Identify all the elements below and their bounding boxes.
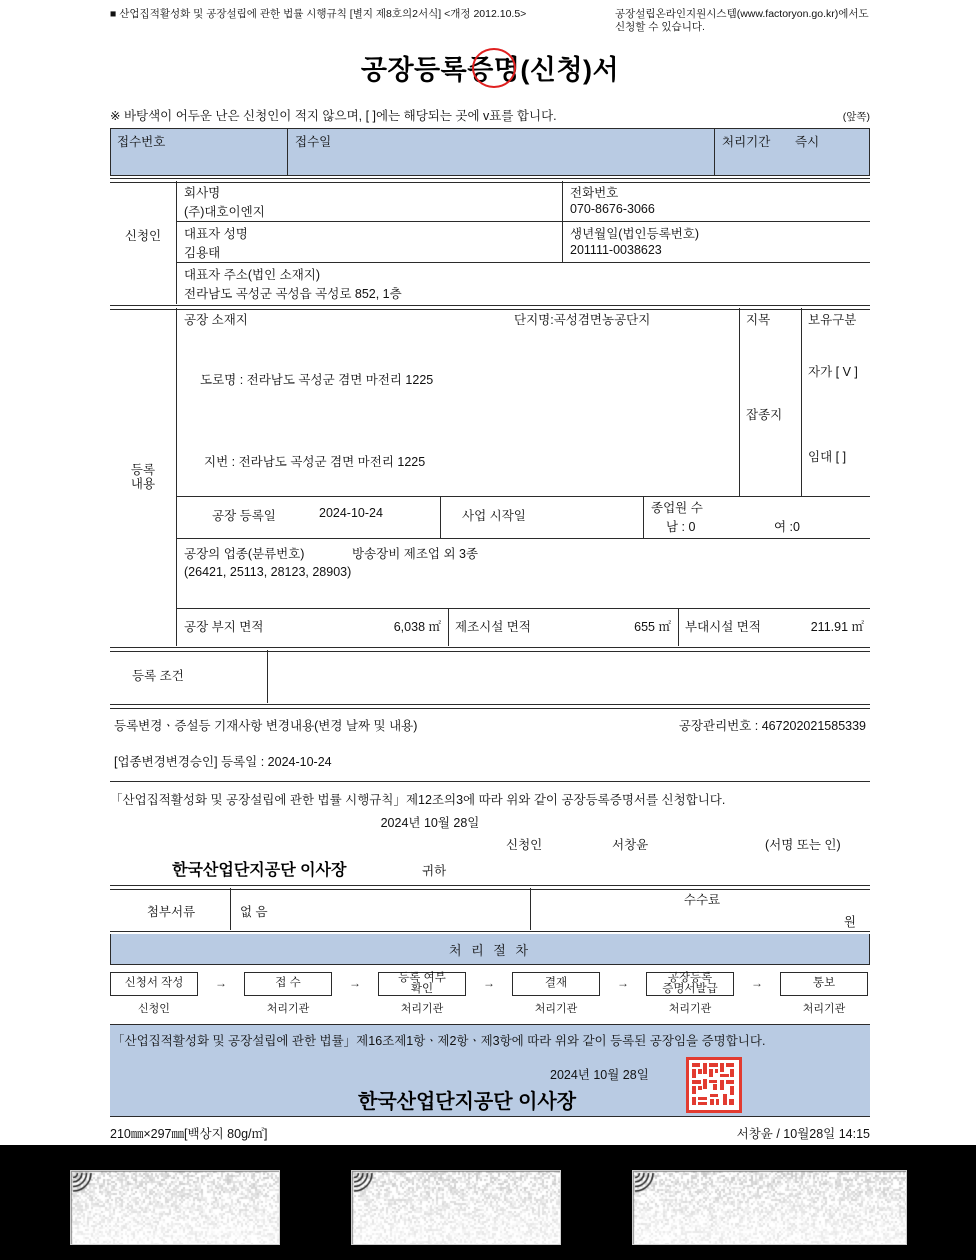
registration-section-label-line1: 등록 — [130, 463, 156, 477]
industry-codes-value: (26421, 25113, 28123, 28903) — [184, 565, 352, 579]
barcode-pattern-3 — [633, 1171, 907, 1245]
arrow-icon: → — [483, 976, 495, 990]
process-step-6-line1: 통보 — [812, 977, 836, 990]
attachments-label: 첨부서류 — [146, 905, 196, 919]
industry-value: 방송장비 제조업 외 3종 — [352, 547, 479, 561]
processing-period-label: 처리기간 — [722, 135, 771, 149]
process-step-4-actor: 처리기관 — [534, 1003, 578, 1015]
divider — [801, 308, 802, 496]
company-name-value: (주)대호이엔지 — [184, 205, 265, 219]
declaration-recipient-honorific: 귀하 — [422, 864, 447, 878]
declaration-signature-note: (서명 또는 인) — [765, 838, 841, 852]
process-step-3-box — [378, 972, 466, 996]
barcode-block-3 — [632, 1170, 907, 1245]
process-step-3-line2: 확인 — [410, 983, 434, 995]
attachments-fee-section — [110, 888, 870, 930]
process-step-3-actor: 처리기관 — [400, 1003, 444, 1015]
registration-date-label: 공장 등록일 — [212, 509, 276, 523]
rep-address-value: 전라남도 곡성군 곡성읍 곡성로 852, 1층 — [184, 287, 402, 301]
certification-statement: 「산업집적활성화 및 공장설립에 관한 법률」제16조제1항ㆍ제2항ㆍ제3항에 따라 위와 같이 등록된 공장임을 증명합니다. — [112, 1034, 766, 1048]
birth-or-corp-no-label: 생년월일(법인등록번호) — [570, 227, 700, 241]
barcode-block-2 — [351, 1170, 561, 1245]
auxiliary-area-label: 부대시설 면적 — [685, 620, 761, 634]
change-history-entry: [업종변경변경승인] 등록일 : 2024-10-24 — [114, 755, 332, 769]
divider — [287, 129, 288, 175]
registration-conditions-value — [272, 664, 862, 668]
declaration-applicant-name: 서창윤 — [612, 838, 649, 852]
factory-management-number — [550, 714, 870, 736]
road-address-value: 도로명 : 전라남도 곡성군 겸면 마전리 1225 — [200, 373, 434, 387]
process-step-3 — [378, 972, 466, 1016]
barcode-pattern-2 — [352, 1171, 561, 1245]
business-start-date-label: 사업 시작일 — [462, 509, 526, 523]
processing-period-value: 즉시 — [795, 135, 820, 149]
arrow-icon: → — [751, 976, 763, 990]
certification-issuer: 한국산업단지공단 이사장 — [358, 1091, 577, 1113]
change-history-section — [110, 708, 870, 778]
section-divider — [110, 781, 870, 782]
certification-band — [110, 1024, 870, 1117]
barcode-block-1 — [70, 1170, 280, 1245]
process-step-5 — [646, 972, 734, 1016]
site-area-value: 6,038 ㎡ — [393, 620, 441, 634]
process-step-1-actor: 신청인 — [138, 1003, 170, 1015]
factory-management-number-label: 공장관리번호 : — [678, 719, 762, 733]
process-band-title: 처 리 절 차 — [110, 934, 870, 964]
arrow-icon: → — [215, 976, 227, 990]
industry-label: 공장의 업종(분류번호) — [184, 547, 305, 561]
employee-male-value: 남 : 0 — [666, 520, 696, 534]
divider — [176, 181, 177, 304]
declaration-recipient-org: 한국산업단지공단 이사장 — [172, 862, 347, 879]
divider — [678, 608, 679, 646]
process-step-4-line1: 결재 — [544, 977, 568, 990]
divider — [440, 496, 441, 538]
registration-conditions-section — [110, 650, 870, 703]
birth-or-corp-no-value: 201111-0038623 — [570, 243, 662, 257]
page-title — [361, 48, 619, 87]
process-step-4 — [512, 972, 600, 1016]
divider — [448, 608, 449, 646]
form-reference: ■ 산업집적활성화 및 공장설립에 관한 법률 시행규칙 [별지 제8호의2서식] <개정 2012.10.5> — [110, 8, 527, 20]
process-step-2 — [244, 972, 332, 1016]
divider — [176, 608, 870, 609]
receipt-band — [110, 128, 870, 176]
process-step-1 — [110, 972, 198, 1016]
registration-section-label-line2: 내용 — [130, 477, 156, 491]
attachments-value: 없 음 — [240, 905, 268, 919]
land-category-label: 지목 — [746, 313, 771, 327]
ownership-label: 보유구분 — [808, 313, 857, 327]
applicant-section — [110, 181, 870, 304]
divider — [110, 964, 870, 965]
registration-section-label — [110, 463, 176, 491]
fee-label: 수수료 — [683, 893, 721, 907]
rep-name-value: 김용태 — [184, 246, 221, 260]
document-header-meta — [110, 8, 870, 34]
process-step-2-line1: 접 수 — [275, 977, 301, 990]
registration-section — [110, 308, 870, 646]
divider — [230, 888, 231, 930]
declaration-date: 2024년 10월 28일 — [380, 816, 480, 830]
divider — [562, 181, 563, 221]
process-step-2-box — [244, 972, 332, 996]
ownership-own-value: 자가 [ V ] — [808, 365, 858, 379]
page-title-wrap — [110, 48, 870, 87]
process-step-2-actor: 처리기관 — [266, 1003, 310, 1015]
title-part1: 공장등록 — [360, 55, 468, 85]
receipt-date-label: 접수일 — [295, 135, 332, 149]
factory-location-label: 공장 소재지 — [184, 313, 248, 327]
process-step-6 — [780, 972, 868, 1016]
divider — [176, 308, 177, 646]
rep-address-label: 대표자 주소(법인 소재지) — [184, 268, 321, 282]
issued-by: 서창윤 / 10월28일 14:15 — [736, 1127, 870, 1141]
arrow-icon: → — [349, 976, 361, 990]
receipt-number-label: 접수번호 — [117, 135, 166, 149]
company-name-label: 회사명 — [184, 186, 221, 200]
registration-conditions-label: 등록 조건 — [132, 669, 184, 683]
title-circled-word: 증명 — [467, 48, 520, 87]
process-step-4-box — [512, 972, 600, 996]
title-part2: (신청)서 — [520, 55, 620, 85]
fee-unit: 원 — [843, 915, 856, 929]
process-step-5-line1: 공장등록 — [667, 971, 713, 984]
factory-management-number-value: 467202021585339 — [761, 719, 866, 733]
arrow-icon: → — [617, 976, 629, 990]
online-system-notice: 공장설립온라인지원시스템(www.factoryon.go.kr)에서도 신청할 수 있습니다. — [615, 8, 869, 33]
applicant-section-label: 신청인 — [124, 229, 162, 243]
divider — [739, 308, 740, 496]
barcode-strip — [0, 1145, 976, 1260]
registration-date-value: 2024-10-24 — [319, 506, 383, 520]
divider — [714, 129, 715, 175]
land-category-value: 잡종지 — [746, 408, 783, 422]
rep-name-label: 대표자 성명 — [184, 227, 248, 241]
phone-value: 070-8676-3066 — [570, 202, 655, 216]
divider — [176, 538, 870, 539]
manufacturing-area-label: 제조시설 면적 — [455, 620, 531, 634]
process-step-1-line1: 신청서 작성 — [124, 977, 184, 990]
ownership-lease-value: 임대 [ ] — [808, 450, 847, 464]
site-area-label: 공장 부지 면적 — [184, 620, 264, 634]
employee-female-value: 여 :0 — [774, 520, 800, 534]
declaration-statement: 「산업집적활성화 및 공장설립에 관한 법률 시행규칙」제12조의3에 따라 위와 같이 공장등록증명서를 신청합니다. — [110, 793, 726, 807]
change-history-label: 등록변경ㆍ증설등 기재사항 변경내용(변경 날짜 및 내용) — [114, 719, 418, 733]
employee-count-label: 종업원 수 — [651, 501, 703, 515]
paper-spec: 210㎜×297㎜[백상지 80g/㎡] — [110, 1127, 268, 1141]
process-step-6-box — [780, 972, 868, 996]
divider — [562, 222, 563, 262]
lot-address-value: 지번 : 전라남도 곡성군 겸면 마전리 1225 — [204, 455, 426, 469]
fill-instructions — [110, 106, 870, 124]
fill-instructions-text: ※ 바탕색이 어두운 난은 신청인이 적지 않으며, [ ]에는 해당되는 곳에 v표를 합니다. — [110, 109, 557, 123]
industrial-complex-label: 단지명:곡성겸면농공단지 — [514, 313, 651, 327]
process-step-5-line2: 증명서발급 — [662, 983, 718, 995]
divider — [530, 888, 531, 930]
process-step-5-actor: 처리기관 — [668, 1003, 712, 1015]
process-step-5-box — [646, 972, 734, 996]
process-step-1-box — [110, 972, 198, 996]
divider — [643, 496, 644, 538]
divider — [267, 650, 268, 703]
barcode-pattern-1 — [71, 1171, 280, 1245]
phone-label: 전화번호 — [570, 186, 619, 200]
certification-date: 2024년 10월 28일 — [550, 1068, 649, 1082]
process-flow — [110, 972, 870, 1016]
document-content — [110, 0, 870, 1145]
process-step-6-actor: 처리기관 — [802, 1003, 846, 1015]
page-side-marker: (앞쪽) — [842, 111, 870, 123]
manufacturing-area-value: 655 ㎡ — [634, 620, 671, 634]
auxiliary-area-value: 211.91 ㎡ — [810, 620, 864, 634]
seal-stamp — [686, 1057, 742, 1113]
process-step-3-line1: 등록 여부 — [398, 971, 446, 984]
declaration-applicant-label: 신청인 — [506, 838, 543, 852]
